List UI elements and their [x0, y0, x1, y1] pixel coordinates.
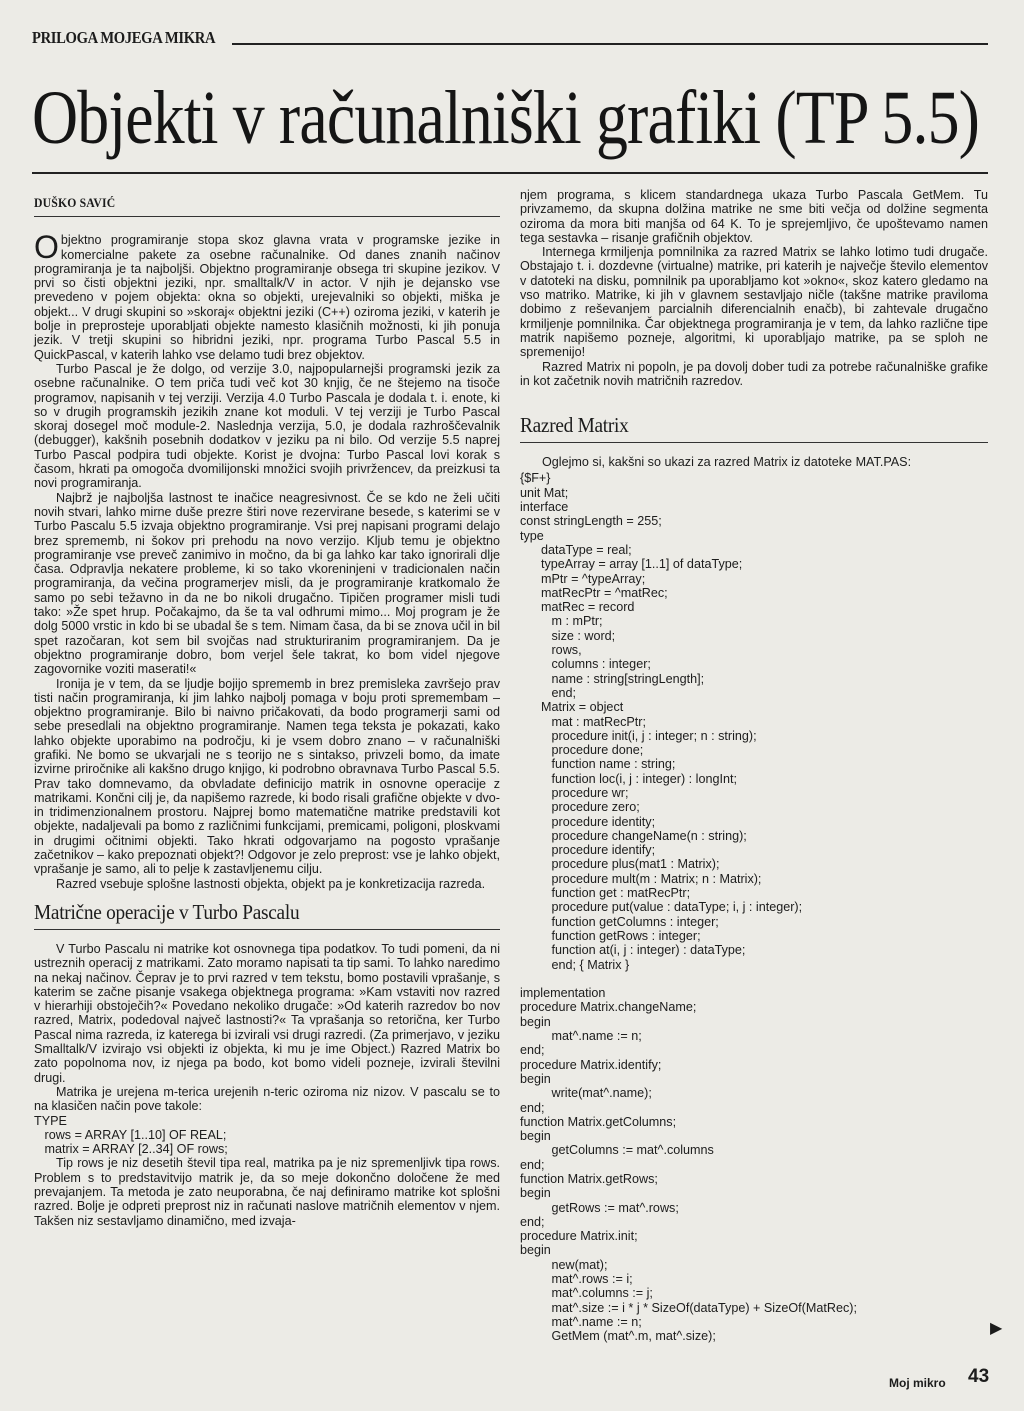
page-header: [32, 26, 988, 50]
author-rule: [34, 216, 500, 217]
subheading-matrix-operations: Matrične operacije v Turbo Pascalu: [34, 899, 300, 924]
subhead-rule: [34, 929, 500, 930]
body-paragraph: njem programa, s klicem standardnega ukaza Turbo Pascala GetMem. Tu privzamemo, da skupna dolžina matrike ne sme biti večja od dolžine segmenta oziroma da mora biti manjša od 64 K. To je sprejemljivo, če upoštevamo namen tega sestavka – risanje grafičnih objektov.: [520, 188, 988, 245]
body-paragraph: V Turbo Pascalu ni matrike kot osnovnega tipa podatkov. To tudi pomeni, da ni ustreznih operacij z matrikami. Zato moramo napisati ta tip sami. To lahko naredimo na nekaj načinov. Čeprav je to prvi razred v tem tekstu, bomo postavili vprašanje, s katerim se začne pisanje vsakega objektnega programa: »Kam vstaviti nov razred v hierarhiji obstoječih?« Povedano nekoliko drugače: »Od katerih razredov bo nov razred, Matrix, podedoval največ lastnosti?« Ta vprašanja so retorična, ker Turbo Pascal nima razreda, iz katerega bi izvirali vsi drugi razredi. (Za primerjavo, v jeziku Smalltalk/V izvirajo vsi objekti iz objekta, ki mu je ime Object.) Razred Matrix bo zato popolnoma nov, iz njega pa bodo, kot bomo videli pozneje, izvirali številni drugi.: [34, 941, 500, 1085]
body-paragraph: Oglejmo si, kakšni so ukazi za razred Matrix iz datoteke MAT.PAS:: [542, 455, 912, 470]
title-rule: [32, 172, 988, 174]
article-title: Objekti v računalniški grafiki (TP 5.5): [32, 76, 980, 160]
code-listing-wrapper: [520, 471, 988, 1343]
code-listing-matrix: {$F+} unit Mat; interface const stringLength = 255; type dataType = real; typeArray = array [1..1] of dataType; mPtr = ^typeArray; matRecPtr = ^matRec; matRec = record m : mPtr; size : word; rows, columns : integer; name : string[stringLength]; end; Matrix = object mat : matRecPtr; procedure init(i, j : integer; n : string); procedure done; function name : string; function loc(i, j : integer) : longInt; procedure wr; procedure zero; procedure identity; procedure changeName(n : string); procedure identify; procedure plus(mat1 : Matrix); procedure mult(m : Matrix; n : Matrix); function get : matRecPtr; procedure put(value : dataType; i, j : integer); function getColumns : integer; function getRows : integer; function at(i, j : integer) : dataType; end; { Matrix } implementation procedure Matrix.changeName; begin mat^.name := n; end; procedure Matrix.identify; begin write(mat^.name); end; function Matrix.getColumns; begin getColumns := mat^.columns end; function Matrix.getRows; begin getRows := mat^.rows; end; procedure Matrix.init; begin new(mat); mat^.rows := i; mat^.columns := j; mat^.size := i * j * SizeOf(dataType) + SizeOf(MatRec); mat^.name := n; GetMem (mat^.m, mat^.size);: [520, 471, 857, 1344]
subhead-rule: [520, 442, 988, 443]
left-column: [34, 196, 500, 1228]
body-paragraph: Matrika je urejena m-terica urejenih n-teric oziroma niz nizov. V pascalu se to na klasičen način pove takole:: [34, 1084, 500, 1114]
body-paragraph: Tip rows je niz desetih števil tipa real, matrika pa je niz spremenljivk tipa rows. Problem s to predstavitvijo matrik je, da so meje dokončno določene že med prevajanjem. Ta metoda je zato neuporabna, če naj definiramo matrike kot splošni razred. Bolje je odpreti preprost niz in računati naslove matričnih elementov v njem. Takšen niz sestavljamo dinamično, med izvaja-: [34, 1156, 500, 1228]
body-paragraph: Internega krmiljenja pomnilnika za razred Matrix se lahko lotimo tudi drugače. Obstajajo t. i. dozdevne (virtualne) matrike, pri katerih je največje število elementov v datoteki na disku, pomnilnik pa uporabljamo kot »okno«, skoz katero gledamo na vso matriko. Matrike, ki jih v glavnem sestavljajo ničle (takšne matrike praviloma dobimo z reševanjem parcialnih diferencialnih enačb), bi zahtevale drugačno krmiljenje pomnilnika. Čar objektnega programiranja je v tem, da lahko različne tipe matrik napišemo pozneje, algoritmi, ki uporabljajo matrike, pa se sploh ne spremenijo!: [520, 245, 988, 360]
right-column: [520, 188, 988, 1344]
subheading-razred-matrix: Razred Matrix: [520, 413, 629, 438]
page-number: 43: [968, 1366, 990, 1387]
author-byline: DUŠKO SAVIĆ: [34, 195, 116, 210]
footer-brand: Moj mikro: [889, 1376, 946, 1390]
code-listing-type: TYPE rows = ARRAY [1..10] OF REAL; matrix = ARRAY [2..34] OF rows;: [34, 1113, 228, 1157]
intro-paragraph: [34, 229, 500, 362]
continue-arrow-icon: ▶: [990, 1320, 1003, 1337]
body-paragraph: Turbo Pascal je že dolgo, od verzije 3.0, najpopularnejši programski jezik za osebne računalnike. O tem priča tudi več kot 30 knjig, če ne štejemo na tisoče programov, napisanih v tej verziji. Verzija 4.0 Turbo Pascala je dodala t. i. enote, ki so v drugih programskih jezikih znane kot moduli. V tej verziji je Turbo Pascal skoraj dosegel moč module-2. Naslednja verzija, 5.0, je dodala razhroščevalnik (debugger), kakšnih posebnih dodatkov v jeziku pa ni bilo. Od verzije 5.5 naprej Turbo Pascal podpira tudi objekte. Korist je dvojna: Turbo Pascal lovi korak s časom, hkrati pa omogoča dvomilijonski množici svojih privržencev, da preizkusi ta novi programiranja.: [34, 361, 500, 491]
section-tag: PRILOGA MOJEGA MIKRA: [32, 28, 216, 47]
intro-text: bjektno programiranje stopa skoz glavna vrata v programske jezike in komercialne pakete za osebne računalnike. Od danes znanih načinov programiranja je ta najboljši. Objektno programiranje obsega tri skupine jezikov. V prvi so čisti objektni jeziki, npr. smalltalk/V in actor. V njih je dejansko vse prevedeno v pojem objekta: okna so objekti, urejevalniki so objekti, miška je objekt... V drugi skupini so »skoraj« objektni jeziki (C++) oziroma jeziki, v katerih je bolje in preprosteje uporabljati objekte namesto klasičnih možnosti, ki jih ponuja jezik. V tretji skupini so hibridni jeziki, npr. programa Turbo Pascal 5.5 in QuickPascal, v katerih lahko vse delamo tudi brez objektov.: [34, 233, 500, 362]
body-paragraph: Razred Matrix ni popoln, je pa dovolj dober tudi za potrebe računalniške grafike in kot začetnik novih matričnih razredov.: [520, 359, 988, 388]
header-rule: [232, 43, 988, 45]
body-paragraph: Ironija je v tem, da se ljudje bojijo sprememb in brez premisleka završejo prav tisti način programiranja, ki jim lahko najbolj pomaga v boju proti spremembam – objektno programiranje. Bilo bi naivno pričakovati, da bodo programerji sami od sebe presedlali na objektno programiranje. Namen tega teksta je pokazati, kako lahko objekte uporabimo na področju, ki je vsem dobro znano – v računalniški grafiki. Ne bomo se ukvarjali ne s teorijo ne s sintakso, privzeli bomo, da imate izvirne priročnike ali kakšno drugo knjigo, ki podrobno obravnava Turbo Pascal 5.5. Prav tako domnevamo, da obvladate definicijo matrik in osnovne operacije z matrikami. Končni cilj je, da napišemo razrede, ki bodo risali grafične objekte v dvo- in tridimenzionalnem prostoru. Najprej bomo matematične matrike predstavili kot objekte, nadaljevali pa bomo z različnimi funkcijami, premicami, poligoni, ploskvami in drugimi očitnimi objekti. Tako hkrati odgovarjamo na pogosto vprašanje začetnikov – kako prepoznati objekt?! Odgovor je zelo preprost: vse je lahko objekt, vprašanje je samo, ali to pelje k zastavljenemu cilju.: [34, 676, 500, 877]
body-paragraph: Razred vsebuje splošne lastnosti objekta, objekt pa je konkretizacija razreda.: [56, 876, 486, 891]
body-paragraph: Najbrž je najboljša lastnost te inačice neagresivnost. Če se kdo ne želi učiti novih stvari, lahko mirne duše prezre štiri nove rezervirane besede, s katerimi se v Turbo Pascalu 5.5 izvaja objektno programiranje. Vsi prej napisani programi delajo brez sprememb, ni šokov pri prehodu na novo verzijo. Kljub temu je objektno programiranje vse preveč zanimivo in močno, da bi ga lahko kar tako ignorirali dlje časa. Odpravlja nekatere probleme, ki so tako vkoreninjeni v tradicionalen način programiranja, da večina programerjev misli, da je programiranje kratkomalo že samo po sebi težavno in da ne bo nikoli drugačno. Tipičen programer misli tudi tako: »Že spet hrup. Počakajmo, da še ta val odhrumi mimo... Moj program je že dolg 5000 vrstic in kdo bi se ubadal še s tem. Nimam časa, da bi se znova učil in bil spet razočaran, kot sem bil svojčas nad strukturiranim programiranjem. Da je objektno programiranje dobro, bom verjel šele takrat, ko bom videl njegove zagovornike voziti maserati!«: [34, 490, 500, 677]
drop-cap: O: [34, 229, 59, 266]
